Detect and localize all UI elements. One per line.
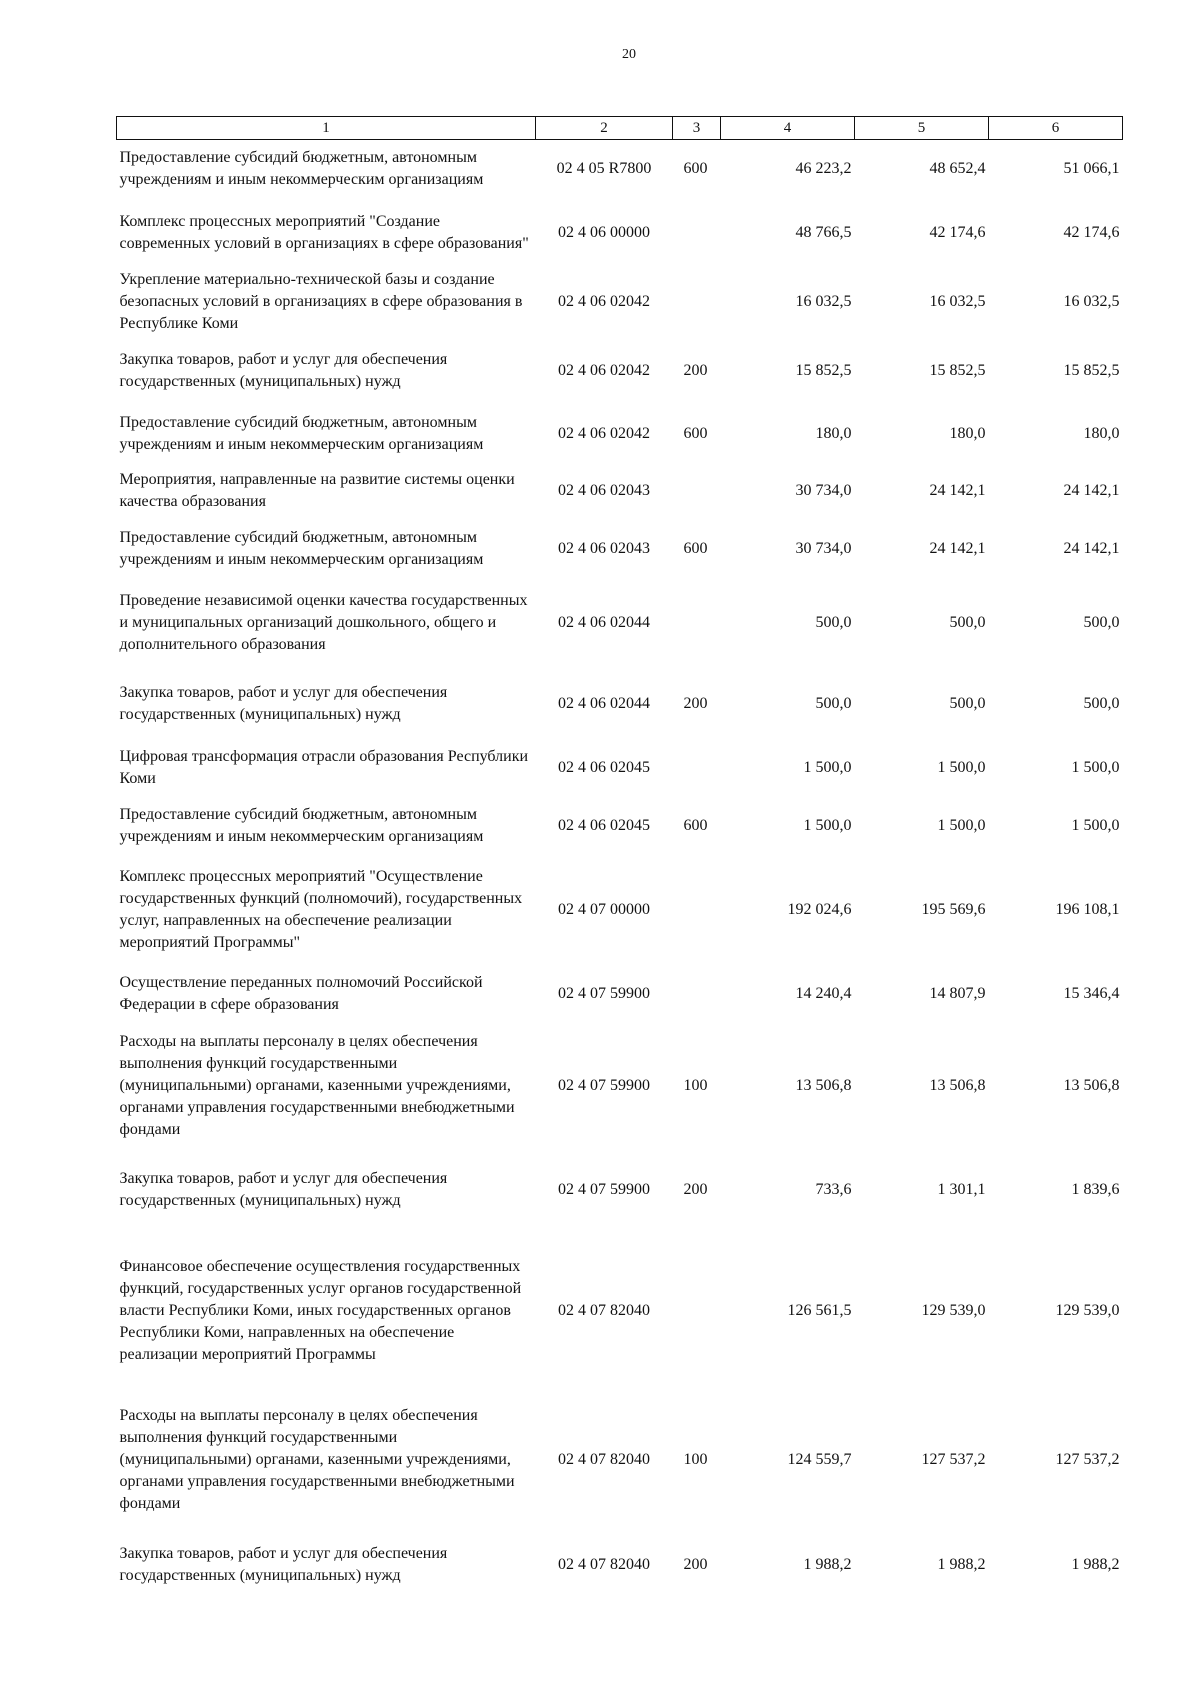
- row-value-col6: 1 988,2: [1071, 1555, 1120, 1573]
- row-value-col5: 13 506,8: [929, 1076, 986, 1094]
- row-name: Финансовое обеспечение осуществления государственных функций, государственных услуг органов государственной власти Республики Коми, иных государственных органов Республики Коми, направленных на обеспечение реализации мероприятий Программы: [119, 1257, 522, 1363]
- row-value-col6: 15 346,4: [1063, 985, 1120, 1002]
- row-value-col4: 1 988,2: [803, 1555, 852, 1573]
- row-value-col6: 196 108,1: [1055, 901, 1120, 918]
- page-number: 20: [622, 47, 636, 62]
- row-value-col5: 500,0: [949, 614, 986, 631]
- row-value-col6: 180,0: [1083, 425, 1120, 442]
- row-value-col4: 126 561,5: [787, 1301, 852, 1319]
- row-code: 02 4 06 02044: [558, 694, 650, 712]
- table-row: [117, 1390, 1123, 1530]
- header-row: [117, 117, 1123, 140]
- row-code: 02 4 06 02045: [558, 758, 650, 776]
- row-value-col4: 180,0: [815, 425, 852, 442]
- table-row: [117, 406, 1123, 463]
- row-code: 02 4 07 00000: [558, 901, 650, 918]
- row-value-col6: 42 174,6: [1063, 223, 1120, 241]
- row-code: 02 4 06 02045: [558, 816, 650, 834]
- row-value-col4: 13 506,8: [795, 1076, 852, 1094]
- row-value-col6: 500,0: [1083, 614, 1120, 631]
- table-row: [117, 520, 1123, 578]
- row-expense-type: 200: [683, 361, 708, 379]
- row-code: 02 4 07 59900: [558, 1076, 650, 1094]
- row-expense-type: 600: [683, 159, 708, 177]
- row-value-col5: 129 539,0: [921, 1301, 986, 1319]
- table-row: [117, 268, 1123, 336]
- row-expense-type: 100: [683, 1450, 708, 1468]
- row-name: Расходы на выплаты персоналу в целях обеспечения выполнения функций государственными (муниципальными) органами, казенными учреждениями, органами управления государственными внебюджетными фондами: [119, 1032, 515, 1138]
- row-code: 02 4 07 82040: [558, 1555, 650, 1573]
- row-name: Цифровая трансформация отрасли образования Республики Коми: [119, 747, 529, 787]
- row-expense-type: [673, 268, 721, 336]
- row-expense-type: 200: [683, 694, 708, 712]
- row-value-col5: 1 500,0: [937, 758, 986, 776]
- table-header: [117, 117, 1123, 140]
- table-row: [117, 140, 1123, 198]
- row-value-col4: 500,0: [815, 614, 852, 631]
- row-name: Проведение независимой оценки качества государственных и муниципальных организаций дошкольного, общего и дополнительного образования: [119, 592, 528, 653]
- column-header: 1: [117, 117, 536, 140]
- row-value-col4: 16 032,5: [795, 292, 852, 310]
- row-expense-type: 600: [683, 539, 708, 557]
- row-name: Расходы на выплаты персоналу в целях обеспечения выполнения функций государственными (муниципальными) органами, казенными учреждениями, органами управления государственными внебюджетными фондами: [119, 1406, 515, 1512]
- row-expense-type: [673, 198, 721, 268]
- row-value-col4: 1 500,0: [803, 816, 852, 834]
- table-row: [117, 1149, 1123, 1232]
- row-code: 02 4 07 82040: [558, 1450, 650, 1468]
- row-value-col4: 500,0: [815, 694, 852, 712]
- column-header: 4: [721, 117, 855, 140]
- row-value-col6: 16 032,5: [1063, 292, 1120, 310]
- row-expense-type: [673, 463, 721, 520]
- row-value-col5: 42 174,6: [929, 223, 986, 241]
- row-value-col4: 46 223,2: [795, 159, 852, 177]
- table-row: [117, 1232, 1123, 1390]
- row-name: Укрепление материально-технической базы и создание безопасных условий в организациях в сфере образования в Республике Коми: [119, 270, 523, 332]
- row-value-col5: 16 032,5: [929, 292, 986, 310]
- row-value-col5: 1 500,0: [937, 816, 986, 834]
- row-value-col6: 51 066,1: [1063, 159, 1120, 177]
- row-value-col4: 14 240,4: [795, 985, 852, 1002]
- row-value-col4: 30 734,0: [795, 482, 852, 499]
- row-name: Комплекс процессных мероприятий "Осуществление государственных функций (полномочий), государственных услуг, направленных на обеспечение реализации мероприятий Программы": [119, 868, 523, 951]
- row-name: Закупка товаров, работ и услуг для обеспечения государственных (муниципальных) нужд: [119, 1170, 448, 1209]
- table-row: [117, 578, 1123, 669]
- row-value-col5: 24 142,1: [929, 539, 986, 557]
- row-expense-type: [673, 739, 721, 797]
- column-header: 6: [989, 117, 1123, 140]
- row-value-col6: 1 500,0: [1071, 816, 1120, 834]
- budget-table: [116, 116, 1123, 1600]
- row-value-col5: 48 652,4: [929, 159, 986, 177]
- row-value-col6: 129 539,0: [1055, 1301, 1120, 1319]
- row-code: 02 4 06 02043: [558, 482, 650, 499]
- row-name: Закупка товаров, работ и услуг для обеспечения государственных (муниципальных) нужд: [119, 1544, 448, 1584]
- table-row: [117, 1530, 1123, 1600]
- row-name: Предоставление субсидий бюджетным, автономным учреждениям и иным некоммерческим организациям: [119, 805, 484, 845]
- row-value-col4: 733,6: [815, 1181, 852, 1198]
- row-value-col6: 1 839,6: [1071, 1181, 1120, 1198]
- row-value-col6: 13 506,8: [1063, 1076, 1120, 1094]
- row-value-col4: 192 024,6: [787, 901, 852, 918]
- row-name: Комплекс процессных мероприятий "Создание современных условий в организациях в сфере образования": [119, 212, 529, 252]
- row-expense-type: 200: [683, 1181, 708, 1198]
- row-value-col5: 127 537,2: [921, 1450, 986, 1468]
- row-code: 02 4 07 82040: [558, 1301, 650, 1319]
- row-name: Предоставление субсидий бюджетным, автономным учреждениям и иным некоммерческим организациям: [119, 414, 484, 453]
- row-name: Осуществление переданных полномочий Российской Федерации в сфере образования: [119, 974, 483, 1013]
- row-value-col6: 500,0: [1083, 694, 1120, 712]
- row-code: 02 4 07 59900: [558, 1181, 650, 1198]
- column-header: 5: [855, 117, 989, 140]
- row-code: 02 4 06 00000: [558, 223, 650, 241]
- row-expense-type: [673, 966, 721, 1023]
- column-header: 2: [536, 117, 673, 140]
- row-value-col6: 1 500,0: [1071, 758, 1120, 776]
- table-row: [117, 198, 1123, 268]
- row-value-col4: 30 734,0: [795, 539, 852, 557]
- row-expense-type: 100: [683, 1076, 708, 1094]
- row-value-col4: 48 766,5: [795, 223, 852, 241]
- row-value-col4: 1 500,0: [803, 758, 852, 776]
- row-value-col5: 180,0: [949, 425, 986, 442]
- row-code: 02 4 06 02042: [558, 361, 650, 379]
- row-value-col4: 15 852,5: [795, 361, 852, 379]
- row-expense-type: [673, 578, 721, 669]
- row-code: 02 4 07 59900: [558, 985, 650, 1002]
- row-value-col4: 124 559,7: [787, 1450, 852, 1468]
- table-body: [117, 140, 1123, 1600]
- row-value-col6: 127 537,2: [1055, 1450, 1120, 1468]
- row-name: Предоставление субсидий бюджетным, автономным учреждениям и иным некоммерческим организациям: [119, 528, 484, 568]
- row-code: 02 4 06 02042: [558, 292, 650, 310]
- row-value-col6: 24 142,1: [1063, 539, 1120, 557]
- row-code: 02 4 06 02044: [558, 614, 650, 631]
- row-value-col5: 14 807,9: [929, 985, 986, 1002]
- row-name: Закупка товаров, работ и услуг для обеспечения государственных (муниципальных) нужд: [119, 683, 448, 723]
- row-value-col6: 24 142,1: [1063, 482, 1120, 499]
- row-code: 02 4 06 02043: [558, 539, 650, 557]
- row-expense-type: 200: [683, 1555, 708, 1573]
- table-row: [117, 797, 1123, 855]
- table-row: [117, 463, 1123, 520]
- row-name: Закупка товаров, работ и услуг для обеспечения государственных (муниципальных) нужд: [119, 350, 448, 390]
- row-expense-type: 600: [683, 816, 708, 834]
- table-row: [117, 739, 1123, 797]
- row-expense-type: [673, 855, 721, 966]
- table-row: [117, 336, 1123, 406]
- table-row: [117, 669, 1123, 739]
- row-code: 02 4 06 02042: [558, 425, 650, 442]
- row-value-col5: 15 852,5: [929, 361, 986, 379]
- row-value-col5: 500,0: [949, 694, 986, 712]
- row-value-col5: 195 569,6: [921, 901, 986, 918]
- row-name: Предоставление субсидий бюджетным, автономным учреждениям и иным некоммерческим организациям: [119, 148, 484, 188]
- row-value-col5: 1 301,1: [937, 1181, 986, 1198]
- row-value-col6: 15 852,5: [1063, 361, 1120, 379]
- row-value-col5: 1 988,2: [937, 1555, 986, 1573]
- row-value-col5: 24 142,1: [929, 482, 986, 499]
- table-row: [117, 855, 1123, 966]
- table-row: [117, 1023, 1123, 1149]
- row-expense-type: [673, 1232, 721, 1390]
- row-code: 02 4 05 R7800: [556, 159, 652, 177]
- column-header: 3: [673, 117, 721, 140]
- row-name: Мероприятия, направленные на развитие системы оценки качества образования: [119, 471, 515, 510]
- table-row: [117, 966, 1123, 1023]
- row-expense-type: 600: [683, 425, 708, 442]
